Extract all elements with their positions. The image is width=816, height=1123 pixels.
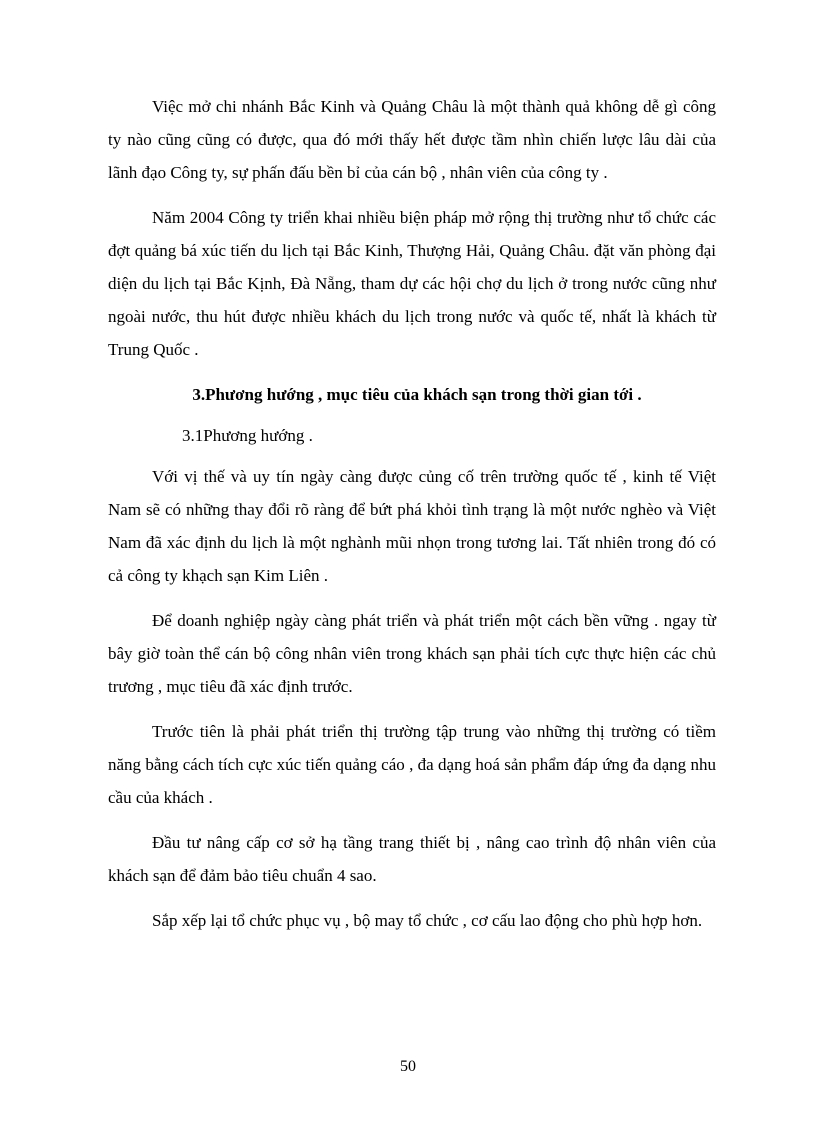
paragraph-6: Đầu tư nâng cấp cơ sở hạ tầng trang thiết bị , nâng cao trình độ nhân viên của khách sạn để đảm bảo tiêu chuẩn 4 sao. bbox=[108, 833, 716, 885]
paragraph-4: Để doanh nghiệp ngày càng phát triển và phát triển một cách bền vững . ngay từ bây giờ toàn thể cán bộ công nhân viên trong khách sạn phải tích cực thực hiện các chủ trương , mục tiêu đã xác định trước. bbox=[108, 611, 716, 696]
paragraph-7: Sắp xếp lại tổ chức phục vụ , bộ may tổ chức , cơ cấu lao động cho phù hợp hơn. bbox=[152, 911, 703, 930]
subsection-heading: 3.1Phương hướng . bbox=[182, 426, 313, 445]
section-heading: 3.Phương hướng , mục tiêu của khách sạn trong thời gian tới . bbox=[192, 385, 642, 404]
paragraph-1: Việc mở chi nhánh Bắc Kinh và Quảng Châu là một thành quả không dễ gì công ty nào cũng cũng có được, qua đó mới thấy hết được tầm nhìn chiến lược lâu dài của lãnh đạo Công ty, sự phấn đấu bền bỉ của cán bộ , nhân viên của công ty . bbox=[108, 97, 716, 182]
paragraph-2: Năm 2004 Công ty triển khai nhiều biện pháp mở rộng thị trường như tổ chức các đợt quảng bá xúc tiến du lịch tại Bắc Kinh, Thượng Hải, Quảng Châu. đặt văn phòng đại diện du lịch tại Bắc Kịnh, Đà Nẵng, tham dự các hội chợ du lịch ở trong nước cũng như ngoài nước, thu hút được nhiều khách du lịch trong nước và quốc tế, nhất là khách từ Trung Quốc . bbox=[108, 208, 716, 359]
page-number: 50 bbox=[400, 1058, 416, 1075]
paragraph-5: Trước tiên là phải phát triển thị trường tập trung vào những thị trường có tiềm năng bằng cách tích cực xúc tiến quảng cáo , đa dạng hoá sản phẩm đáp ứng đa dạng nhu cầu của khách . bbox=[108, 722, 716, 807]
paragraph-3: Với vị thế và uy tín ngày càng được củng cố trên trường quốc tế , kinh tế Việt Nam sẽ có những thay đổi rõ ràng để bứt phá khỏi tình trạng là một nước nghèo và Việt Nam đã xác định du lịch là một nghành mũi nhọn trong tương lai. Tất nhiên trong đó có cả công ty khạch sạn Kim Liên . bbox=[108, 467, 716, 585]
page-content bbox=[108, 90, 716, 949]
